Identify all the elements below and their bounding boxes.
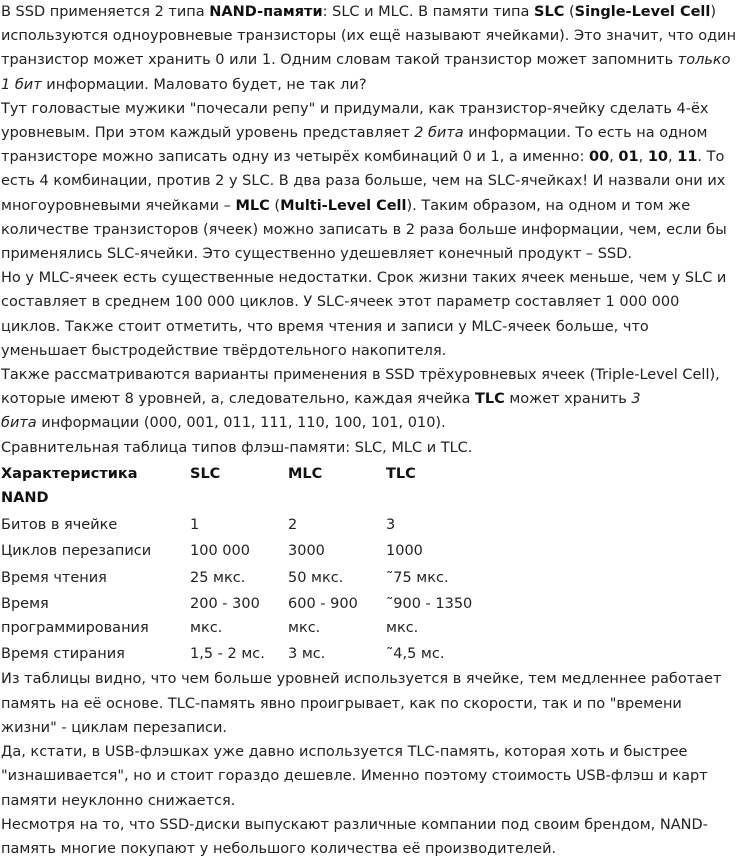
cell-mlc: 3000 [288,543,325,560]
row-label: Время чтения [1,569,107,586]
separator: , [668,149,678,166]
text: . То есть 4 комбинации, против 2 у SLC. В два раза больше, чем на SLC-ячейках! И назвали они их многоуровневыми ячейками – [1,149,726,214]
table-header-row [1,460,486,512]
emphasis: 2 бита [414,125,464,142]
text: информации. То есть на одном транзисторе можно записать одну из четырёх комбинаций 0 и 1, а именно: [1,125,708,166]
cell-slc: 200 - 300 мкс. [190,595,260,637]
cell-slc: 25 мкс. [190,569,246,586]
row-label: Время программирования [1,595,149,637]
header-tlc: TLC [386,465,416,482]
comparison-table [1,460,486,668]
table-row [1,512,486,538]
paragraph-table-conclusion: Из таблицы видно, что чем больше уровней используется в ячейке, тем медленнее работает память на её основе. TLC-память явно проигрывает, как по скорости, так и по "времени жизни" - циклам перезаписи. [1,671,722,736]
emphasis: только 1 бит [1,52,731,93]
combo-11: 11 [677,149,698,166]
term-tlc: TLC [474,391,505,408]
table-row [1,565,486,591]
row-label: Циклов перезаписи [1,543,152,560]
paragraph-mlc [1,97,739,266]
combo-10: 10 [647,149,669,166]
separator: , [638,149,648,166]
cell-mlc: 2 [288,517,298,534]
header-characteristic: Характеристика NAND [1,465,138,507]
term-slc: SLC [534,4,565,20]
paragraph-tlc [1,363,739,436]
paragraph-manufacturers: Несмотря на то, что SSD-диски выпускают различные компании под своим брендом, NAND-память многие покупают у небольшого количества её производителей. [1,816,708,857]
paragraph-mlc-drawbacks: Но у MLC-ячеек есть существенные недостатки. Срок жизни таких ячеек меньше, чем у SLC и составляет в среднем 100 000 циклов. У SLC-ячеек этот параметр составляет 1 000 000 циклов. Также стоит отметить, что время чтения и записи у MLC-ячеек больше, что уменьшает быстродействие твёрдотельного накопителя. [1,270,727,359]
cell-slc: 1,5 - 2 мс. [190,646,265,663]
cell-slc: 100 000 [190,543,250,560]
cell-slc: 1 [190,517,200,534]
table-row [1,538,486,564]
text: Также рассматриваются варианты применения в SSD трёхуровневых ячеек (Triple-Level Cell), которые имеют 8 уровней, а, следовательно, каждая ячейка [1,367,720,408]
text: ( [564,4,575,20]
cell-tlc: 3 [386,517,396,534]
text: может хранить [504,391,632,408]
term-single-level-cell: Single-Level Cell [574,4,711,20]
paragraph-intro-slc [1,0,739,97]
text: ). Таким образом, на одном и том же количестве транзисторов (ячеек) можно записать в 2 раза больше информации, чем, если бы применялись SLC-ячейки. Это существенно удешевляет конечный продукт – SSD. [1,197,727,263]
cell-tlc: ˜900 - 1350 мкс. [386,595,473,637]
text: ( [269,197,281,214]
text: ) используются одноуровневые транзисторы (их ещё называют ячейками). Это значит, что один транзистор может хранить 0 или 1. Одним словам такой транзистор может запомнить [1,4,737,69]
header-mlc: MLC [288,465,323,482]
cell-mlc: 50 мкс. [288,569,344,586]
emphasis: 3 [631,391,641,408]
text: Тут головастые мужики "почесали репу" и придумали, как транзистор-ячейку сделать 4-ёх уровневым. При этом каждый уровень представляет [1,100,709,142]
paragraph-usb-flash: Да, кстати, в USB-флэшках уже давно используется TLC-память, которая хоть и быстрее "изнашивается", но и стоит гораздо дешевле. Именно поэтому стоимость USB-флэш и карт памяти неуклонно снижается. [1,744,708,809]
row-label: Время стирания [1,646,125,663]
term-mlc: MLC [235,197,270,214]
text: : SLC и MLC. В памяти типа [322,4,535,20]
table-row [1,591,486,641]
text: информации (000, 001, 011, 111, 110, 100, 101, 010). [36,415,446,432]
text: информации. Маловато будет, не так ли? [41,76,367,93]
cell-mlc: 3 мс. [288,646,326,663]
row-label: Битов в ячейке [1,517,118,534]
term-multi-level-cell: Multi-Level Cell [280,197,407,214]
table-caption: Сравнительная таблица типов флэш-памяти: SLC, MLC и TLC. [1,439,473,456]
separator: , [609,149,619,166]
text: В SSD применяется 2 типа [1,4,210,20]
term-nand: NAND-памяти [209,4,323,20]
emphasis: бита [1,415,37,432]
cell-tlc: 1000 [386,543,423,560]
cell-tlc: ˜4,5 мс. [386,646,445,663]
header-slc: SLC [190,465,221,482]
table-row [1,641,486,667]
cell-mlc: 600 - 900 мкс. [288,595,358,637]
combo-01: 01 [618,149,639,166]
combo-00: 00 [589,149,610,166]
cell-tlc: ˜75 мкс. [386,569,449,586]
